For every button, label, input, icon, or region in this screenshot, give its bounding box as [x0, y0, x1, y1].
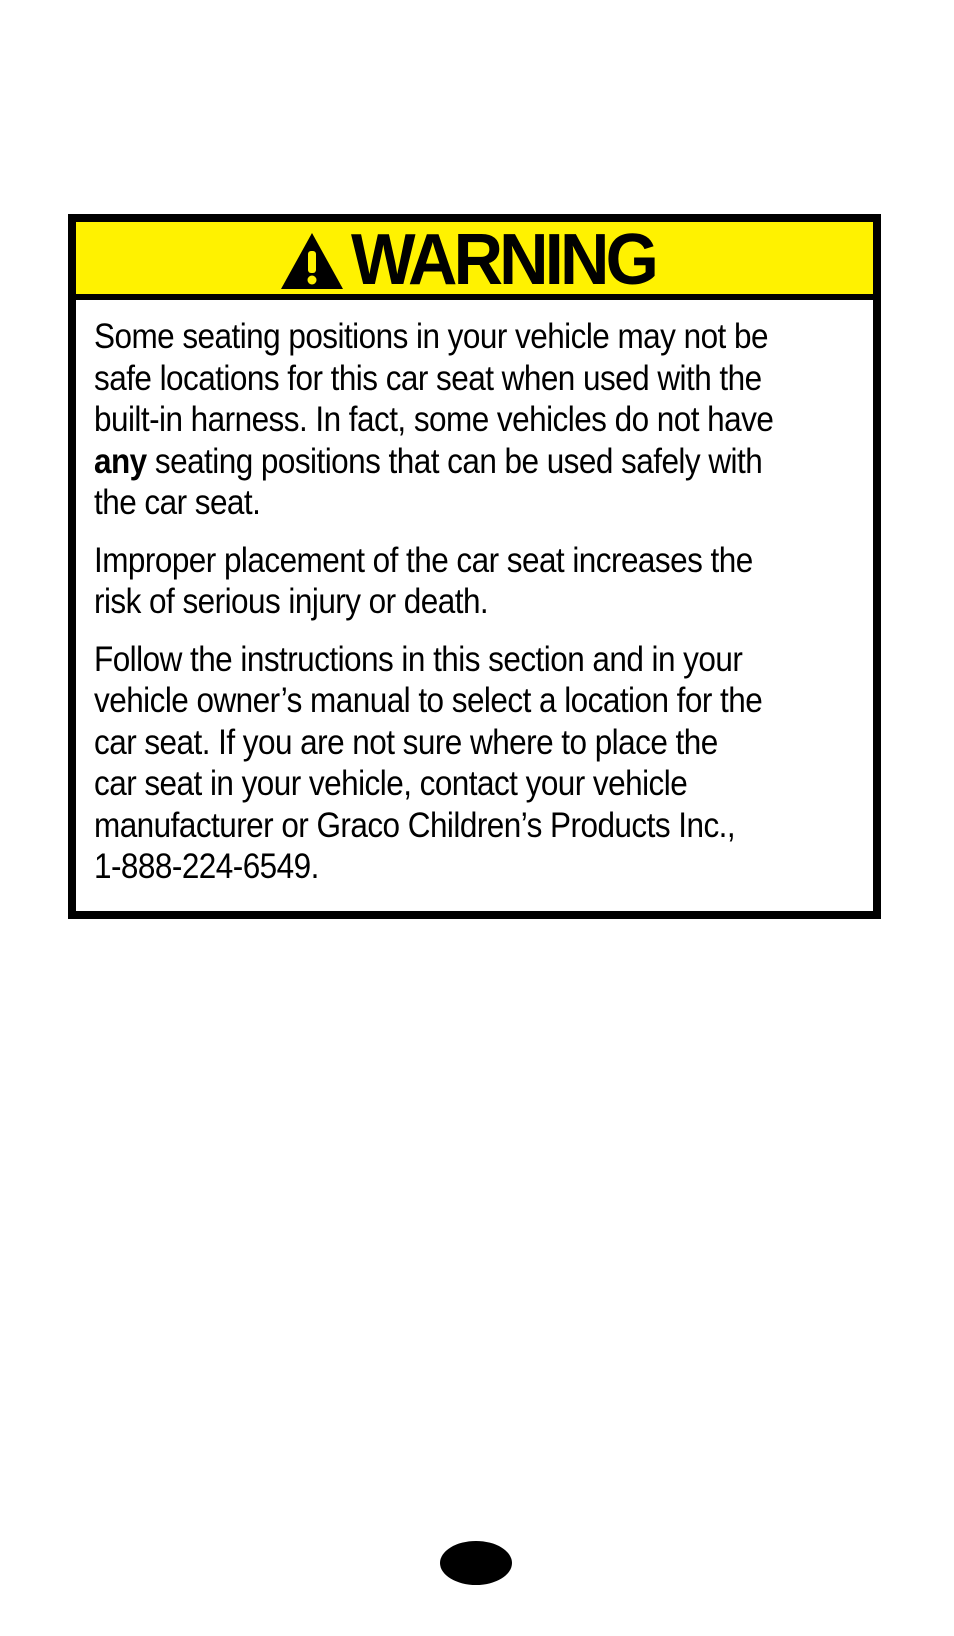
- phone-number: 1-888-224-6549.: [94, 847, 319, 886]
- text-segment: seating positions that can be used safely with: [146, 441, 763, 481]
- paragraph-improper-placement: [94, 540, 877, 623]
- page-marker-dot: [440, 1541, 512, 1585]
- warning-box: [68, 214, 881, 919]
- warning-triangle-icon: [279, 231, 345, 291]
- text-line: built-in harness. In fact, some vehicles do not have: [94, 400, 774, 439]
- text-line: risk of serious injury or death.: [94, 582, 489, 621]
- warning-header: [76, 222, 873, 300]
- text-line: the car seat.: [94, 483, 261, 522]
- text-line: vehicle owner’s manual to select a location for the: [94, 681, 763, 720]
- text-line: car seat in your vehicle, contact your vehicle: [94, 764, 688, 803]
- text-line: Follow the instructions in this section and in your: [94, 639, 743, 679]
- text-line: car seat. If you are not sure where to place the: [94, 722, 718, 762]
- text-line: safe locations for this car seat when used with the: [94, 358, 762, 398]
- text-line: Improper placement of the car seat increases the: [94, 540, 753, 580]
- paragraph-follow-instructions: [94, 639, 877, 888]
- text-line: Some seating positions in your vehicle may not be: [94, 317, 768, 356]
- warning-title: WARNING: [350, 220, 655, 300]
- emphasis-word: any: [94, 441, 147, 481]
- paragraph-seating-positions: [94, 316, 877, 524]
- text-line: manufacturer or Graco Children’s Products Inc.,: [94, 805, 736, 845]
- warning-body: [76, 300, 893, 888]
- text-line-with-emphasis: [94, 441, 877, 483]
